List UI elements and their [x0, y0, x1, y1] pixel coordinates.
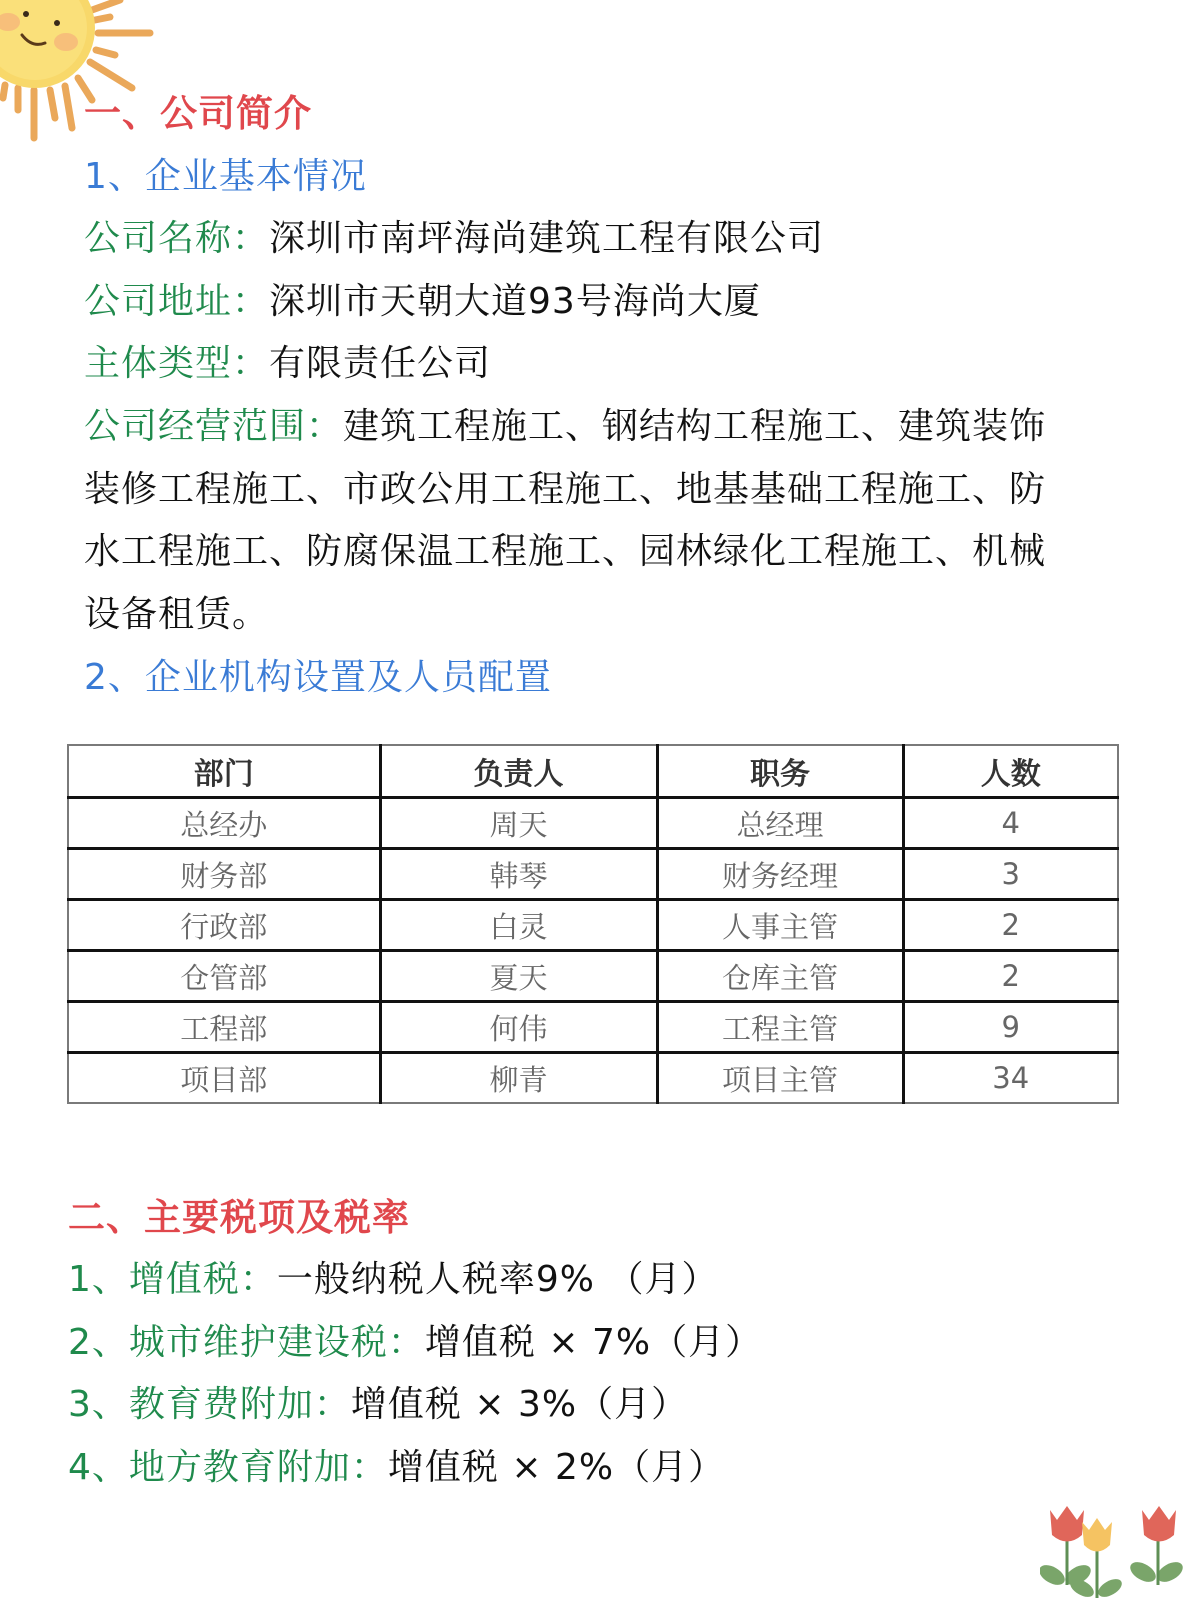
- cell-department: 项目部: [68, 1053, 380, 1104]
- staffing-table: [67, 744, 1119, 1104]
- table-row: [68, 951, 1118, 1002]
- header-department: 部门: [68, 745, 380, 798]
- section-title-company-intro: 一、公司简介: [84, 92, 312, 135]
- cell-headcount: 2: [903, 951, 1118, 1002]
- tax-value: 增值税 × 2%（月）: [387, 1447, 726, 1488]
- scope-text: 建筑工程施工、钢结构工程施工、建筑装饰: [343, 406, 1047, 447]
- scope-line: 水工程施工、防腐保温工程施工、园林绿化工程施工、机械: [84, 531, 1047, 572]
- field-company-name: [84, 217, 824, 261]
- cell-headcount: 3: [903, 849, 1118, 900]
- cell-headcount: 2: [903, 900, 1118, 951]
- cell-manager: 柳青: [380, 1053, 657, 1104]
- field-value: 深圳市天朝大道93号海尚大厦: [269, 281, 761, 322]
- tax-value: 增值税 × 3%（月）: [350, 1384, 689, 1425]
- scope-line: 装修工程施工、市政公用工程施工、地基基础工程施工、防: [84, 469, 1047, 510]
- scope-line: 设备租赁。: [84, 594, 270, 635]
- table-row: [68, 798, 1118, 849]
- cell-department: 仓管部: [68, 951, 380, 1002]
- cell-manager: 白灵: [380, 900, 657, 951]
- subsection-basic-info: 1、企业基本情况: [84, 156, 367, 197]
- section-title-taxes: 二、主要税项及税率: [68, 1196, 410, 1239]
- header-manager: 负责人: [380, 745, 657, 798]
- scope-line: [84, 405, 1046, 449]
- tax-value: 增值税 × 7%（月）: [424, 1322, 763, 1363]
- cell-department: 行政部: [68, 900, 380, 951]
- tax-label: 2、城市维护建设税：: [68, 1322, 425, 1363]
- table-row: [68, 1002, 1118, 1053]
- tax-label: 3、教育费附加：: [68, 1384, 351, 1425]
- cell-position: 工程主管: [657, 1002, 903, 1053]
- cell-manager: 韩琴: [380, 849, 657, 900]
- field-label: 公司名称：: [84, 218, 270, 259]
- field-label: 公司经营范围：: [84, 406, 344, 447]
- cell-manager: 何伟: [380, 1002, 657, 1053]
- table-header-row: [68, 745, 1118, 798]
- cell-manager: 夏天: [380, 951, 657, 1002]
- cell-position: 人事主管: [657, 900, 903, 951]
- header-position: 职务: [657, 745, 903, 798]
- cell-department: 总经办: [68, 798, 380, 849]
- table-row: [68, 900, 1118, 951]
- field-label: 公司地址：: [84, 281, 270, 322]
- cell-headcount: 34: [903, 1053, 1118, 1104]
- tax-item-education-surcharge: [68, 1383, 688, 1427]
- field-label: 主体类型：: [84, 343, 270, 384]
- cell-manager: 周天: [380, 798, 657, 849]
- tax-item-urban-maintenance: [68, 1321, 762, 1365]
- subsection-org-staffing: 2、企业机构设置及人员配置: [84, 657, 552, 698]
- tax-value: 一般纳税人税率9% （月）: [276, 1259, 719, 1300]
- field-company-address: [84, 280, 761, 324]
- header-headcount: 人数: [903, 745, 1118, 798]
- tax-item-local-education-surcharge: [68, 1446, 725, 1490]
- cell-position: 仓库主管: [657, 951, 903, 1002]
- cell-headcount: 4: [903, 798, 1118, 849]
- tulips-icon: [1040, 1500, 1200, 1600]
- field-entity-type: [84, 342, 491, 386]
- cell-position: 项目主管: [657, 1053, 903, 1104]
- tax-label: 1、增值税：: [68, 1259, 277, 1300]
- cell-department: 财务部: [68, 849, 380, 900]
- field-value: 深圳市南坪海尚建筑工程有限公司: [269, 218, 825, 259]
- tax-label: 4、地方教育附加：: [68, 1447, 388, 1488]
- cell-headcount: 9: [903, 1002, 1118, 1053]
- cell-position: 总经理: [657, 798, 903, 849]
- cell-department: 工程部: [68, 1002, 380, 1053]
- table-row: [68, 849, 1118, 900]
- tax-item-vat: [68, 1258, 718, 1302]
- cell-position: 财务经理: [657, 849, 903, 900]
- table-row: [68, 1053, 1118, 1104]
- field-value: 有限责任公司: [269, 343, 492, 384]
